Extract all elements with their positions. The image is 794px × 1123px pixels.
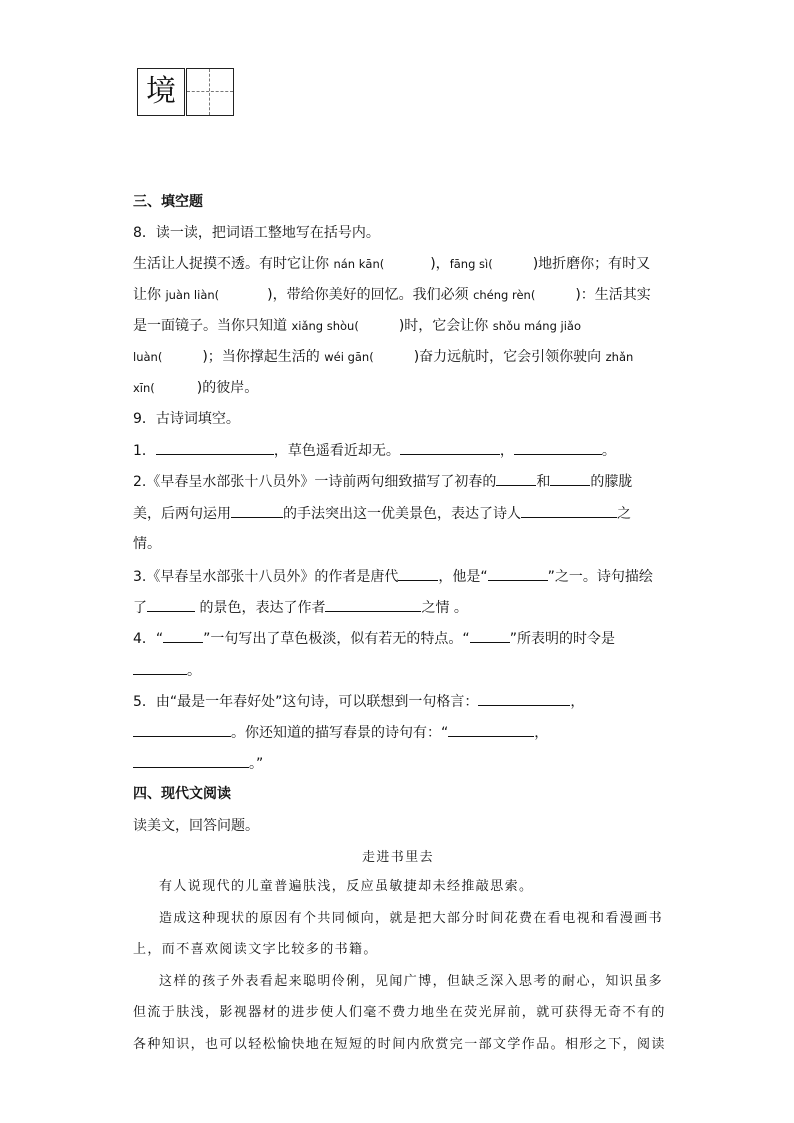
q9-text: 美，后两句运用 xyxy=(133,506,231,522)
q8-text: 是一面镜子。当你只知道 xyxy=(133,318,292,334)
answer-blank[interactable] xyxy=(398,566,438,581)
q9-item-2-line-2 xyxy=(133,503,631,524)
q8-line-2 xyxy=(133,285,651,305)
q8-text: )时，它会让你 xyxy=(398,318,493,334)
answer-blank[interactable] xyxy=(163,628,203,643)
q9-item-2-line-1 xyxy=(133,471,632,492)
q8-line-3 xyxy=(133,316,581,336)
q8-text: )；当你撑起生活的 xyxy=(202,349,325,365)
section-heading-reading: 四、现代文阅读 xyxy=(133,786,231,802)
essay-paragraph-2-line-2: 上，而不喜欢阅读文字比较多的书籍。 xyxy=(133,942,378,957)
answer-blank[interactable] xyxy=(147,597,195,612)
q9-text: ”一句写出了草色极淡，似有若无的特点。“ xyxy=(203,631,470,647)
answer-blank[interactable] xyxy=(550,471,590,486)
pinyin-juan-lian: juàn liàn( xyxy=(165,288,220,302)
q9-text: 。 xyxy=(601,443,616,459)
pinyin-fang-si: fāng sì( xyxy=(449,257,493,271)
q9-item-5-line-1 xyxy=(133,691,584,712)
essay-paragraph-3-line-2: 但流于肤浅，影视器材的进步使人们毫不费力地坐在荧光屏前，就可获得无奇不有的 xyxy=(133,1005,666,1020)
q9-text: 的手法突出这一优美景色，表达了诗人 xyxy=(283,506,521,522)
q9-text: 3.《早春呈水部张十八员外》的作者是唐代 xyxy=(133,569,399,585)
q8-line-4 xyxy=(133,347,633,367)
q9-text: 。 xyxy=(187,663,201,679)
q9-text: 的朦胧 xyxy=(590,474,633,490)
answer-blank[interactable] xyxy=(133,660,187,675)
answer-blank[interactable] xyxy=(470,628,510,643)
q9-text: 。你还知道的描写春景的诗句有：“ xyxy=(231,725,449,741)
q8-text: )奋力远航时，它会引领你驶向 xyxy=(413,349,606,365)
pinyin-luan: luàn( xyxy=(133,350,163,364)
q9-text: ，他是“ xyxy=(438,569,488,585)
q9-text: 5．由“最是一年春好处”这句诗，可以联想到一句格言： xyxy=(133,694,479,710)
q8-text: )地折磨你；有时又 xyxy=(532,256,651,272)
q9-text: ， xyxy=(570,694,585,710)
q9-item-2-line-3: 情。 xyxy=(133,536,161,552)
question-9-prompt: 9．古诗词填空。 xyxy=(133,411,240,427)
q9-item-3-line-2 xyxy=(133,597,468,618)
q9-text: ”之一。诗句描绘 xyxy=(547,569,653,585)
q9-text: 之情 。 xyxy=(421,600,468,616)
q8-text: )，带给你美好的回忆。我们必须 xyxy=(267,287,474,303)
q9-item-3-line-1 xyxy=(133,566,653,587)
pinyin-xin: xīn( xyxy=(133,381,155,395)
character-box xyxy=(137,68,185,116)
q8-text: )， xyxy=(430,256,450,272)
q8-line-1 xyxy=(133,254,650,274)
q8-line-5 xyxy=(133,378,258,398)
q8-text: )：生活其实 xyxy=(575,287,651,303)
character-glyph: 境 xyxy=(146,74,176,109)
pinyin-xiang-shou: xiǎng shòu( xyxy=(291,319,359,333)
answer-blank[interactable] xyxy=(400,440,500,455)
q9-text: 之 xyxy=(617,506,631,522)
q8-text: )的彼岸。 xyxy=(196,380,259,396)
answer-blank[interactable] xyxy=(325,597,421,612)
pinyin-zhan: zhǎn xyxy=(605,350,634,364)
pinyin-nan-kan: nán kān( xyxy=(333,257,385,271)
q8-text: 让你 xyxy=(133,287,166,303)
answer-blank[interactable] xyxy=(133,722,231,737)
answer-blank[interactable] xyxy=(133,753,249,768)
essay-paragraph-3-line-1: 这样的孩子外表看起来聪明伶俐，见闻广博，但缺乏深入思考的耐心，知识虽多 xyxy=(159,974,664,989)
q9-item-5-line-2 xyxy=(133,722,548,743)
essay-title: 走进书里去 xyxy=(362,850,435,865)
q9-item-4-line-2 xyxy=(133,660,201,681)
section-heading-fill-in: 三、填空题 xyxy=(133,194,203,210)
question-8-prompt: 8．读一读，把词语工整地写在括号内。 xyxy=(133,225,380,241)
q9-text: ，草色遥看近却无。 xyxy=(273,443,400,459)
answer-blank[interactable] xyxy=(156,440,274,455)
q9-text: 了 xyxy=(133,600,147,616)
answer-blank[interactable] xyxy=(231,503,283,518)
q9-text: 2.《早春呈水部张十八员外》一诗前两句细致描写了初春的 xyxy=(133,474,497,490)
answer-blank[interactable] xyxy=(478,691,570,706)
q9-text: 。” xyxy=(249,756,264,772)
answer-blank[interactable] xyxy=(448,722,534,737)
pinyin-cheng-ren: chéng rèn( xyxy=(473,288,536,302)
q9-text: 1． xyxy=(133,443,156,459)
answer-blank[interactable] xyxy=(514,440,602,455)
essay-paragraph-3-line-3: 各种知识，也可以轻松愉快地在短短的时间内欣赏完一部文学作品。相形之下，阅读 xyxy=(133,1037,666,1052)
q9-text: 和 xyxy=(536,474,551,490)
pinyin-shou-mang-jiao: shǒu máng jiǎo xyxy=(492,319,581,333)
essay-paragraph-1: 有人说现代的儿童普遍肤浅，反应虽敏捷却未经推敲思索。 xyxy=(159,879,534,894)
q9-text: 的景色，表达了作者 xyxy=(195,600,326,616)
q9-text: ”所表明的时令是 xyxy=(509,631,615,647)
answer-blank[interactable] xyxy=(488,566,548,581)
q9-text: ， xyxy=(499,443,514,459)
q9-item-5-line-3 xyxy=(133,753,263,774)
pinyin-wei-gan: wéi gān( xyxy=(324,350,374,364)
reading-instruction: 读美文，回答问题。 xyxy=(133,818,259,834)
answer-blank[interactable] xyxy=(521,503,617,518)
q9-item-4-line-1 xyxy=(133,628,615,649)
q9-text: ， xyxy=(534,725,549,741)
q9-text: 4．“ xyxy=(133,631,164,647)
q8-text: 生活让人捉摸不透。有时它让你 xyxy=(133,256,334,272)
answer-blank[interactable] xyxy=(496,471,536,486)
empty-writing-grid[interactable] xyxy=(186,68,234,116)
q9-item-1 xyxy=(133,440,616,461)
essay-paragraph-2-line-1: 造成这种现状的原因有个共同倾向，就是把大部分时间花费在看电视和看漫画书 xyxy=(159,911,664,926)
